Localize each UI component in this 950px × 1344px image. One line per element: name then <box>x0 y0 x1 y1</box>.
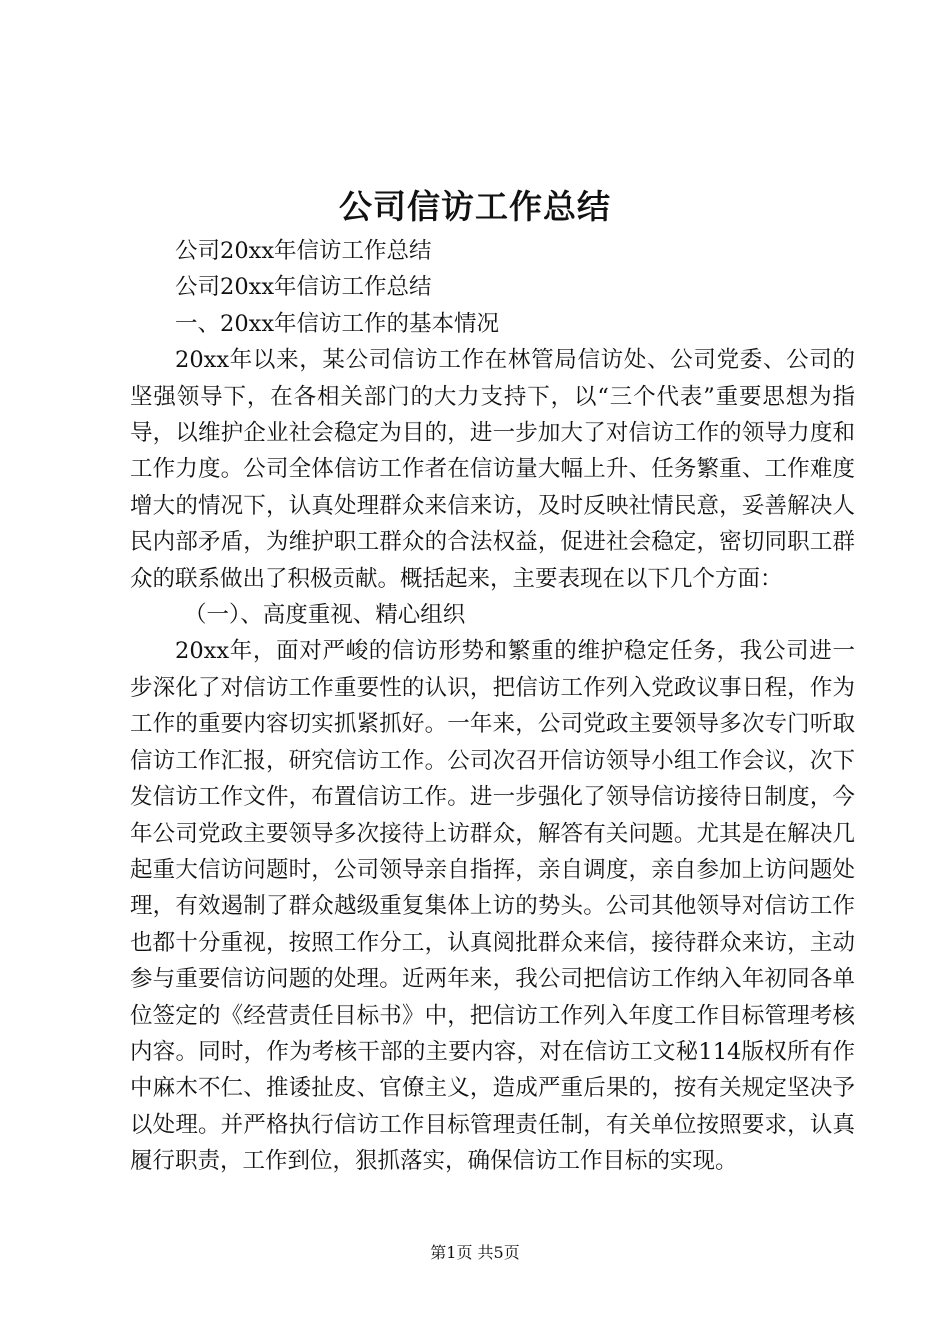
body-paragraph: 20xx年以来，某公司信访工作在林管局信访处、公司党委、公司的坚强领导下，在各相关部门的大力支持下，以“三个代表”重要思想为指导，以维护企业社会稳定为目的，进一步加大了对信访工作的领导力度和工作力度。公司全体信访工作者在信访量大幅上升、任务繁重、工作难度增大的情况下，认真处理群众来信来访，及时反映社情民意，妥善解决人民内部矛盾，为维护职工群众的合法权益，促进社会稳定，密切同职工群众的联系做出了积极贡献。概括起来，主要表现在以下几个方面： <box>130 347 855 592</box>
body-paragraph: 20xx年，面对严峻的信访形势和繁重的维护稳定任务，我公司进一步深化了对信访工作重要性的认识，把信访工作列入党政议事日程，作为工作的重要内容切实抓紧抓好。一年来，公司党政主要领导多次专门听取信访工作汇报，研究信访工作。公司次召开信访领导小组工作会议，次下发信访工作文件，布置信访工作。进一步强化了领导信访接待日制度，今年公司党政主要领导多次接待上访群众，解答有关问题。尤其是在解决几起重大信访问题时，公司领导亲自指挥，亲自调度，亲自参加上访问题处理，有效遏制了群众越级重复集体上访的势头。公司其他领导对信访工作也都十分重视，按照工作分工，认真阅批群众来信，接待群众来访，主动参与重要信访问题的处理。近两年来，我公司把信访工作纳入年初同各单位签定的《经营责任目标书》中，把信访工作列入年度工作目标管理考核内容。同时，作为考核干部的主要内容，对在信访工文秘114版权所有作中麻木不仁、推诿扯皮、官僚主义，造成严重后果的，按有关规定坚决予以处理。并严格执行信访工作目标管理责任制，有关单位按照要求，认真履行职责，工作到位，狠抓落实，确保信访工作目标的实现。 <box>130 638 855 1175</box>
page-footer: 第1页 共5页 <box>430 1243 520 1262</box>
document-body <box>130 233 855 1180</box>
section-heading: 一、20xx年信访工作的基本情况 <box>175 310 500 337</box>
document-title: 公司信访工作总结 <box>339 187 611 226</box>
subsection-heading: （一）、高度重视、精心组织 <box>184 602 466 629</box>
subtitle-paragraph: 公司20xx年信访工作总结 <box>175 238 432 264</box>
subtitle-paragraph: 公司20xx年信访工作总结 <box>175 274 432 301</box>
